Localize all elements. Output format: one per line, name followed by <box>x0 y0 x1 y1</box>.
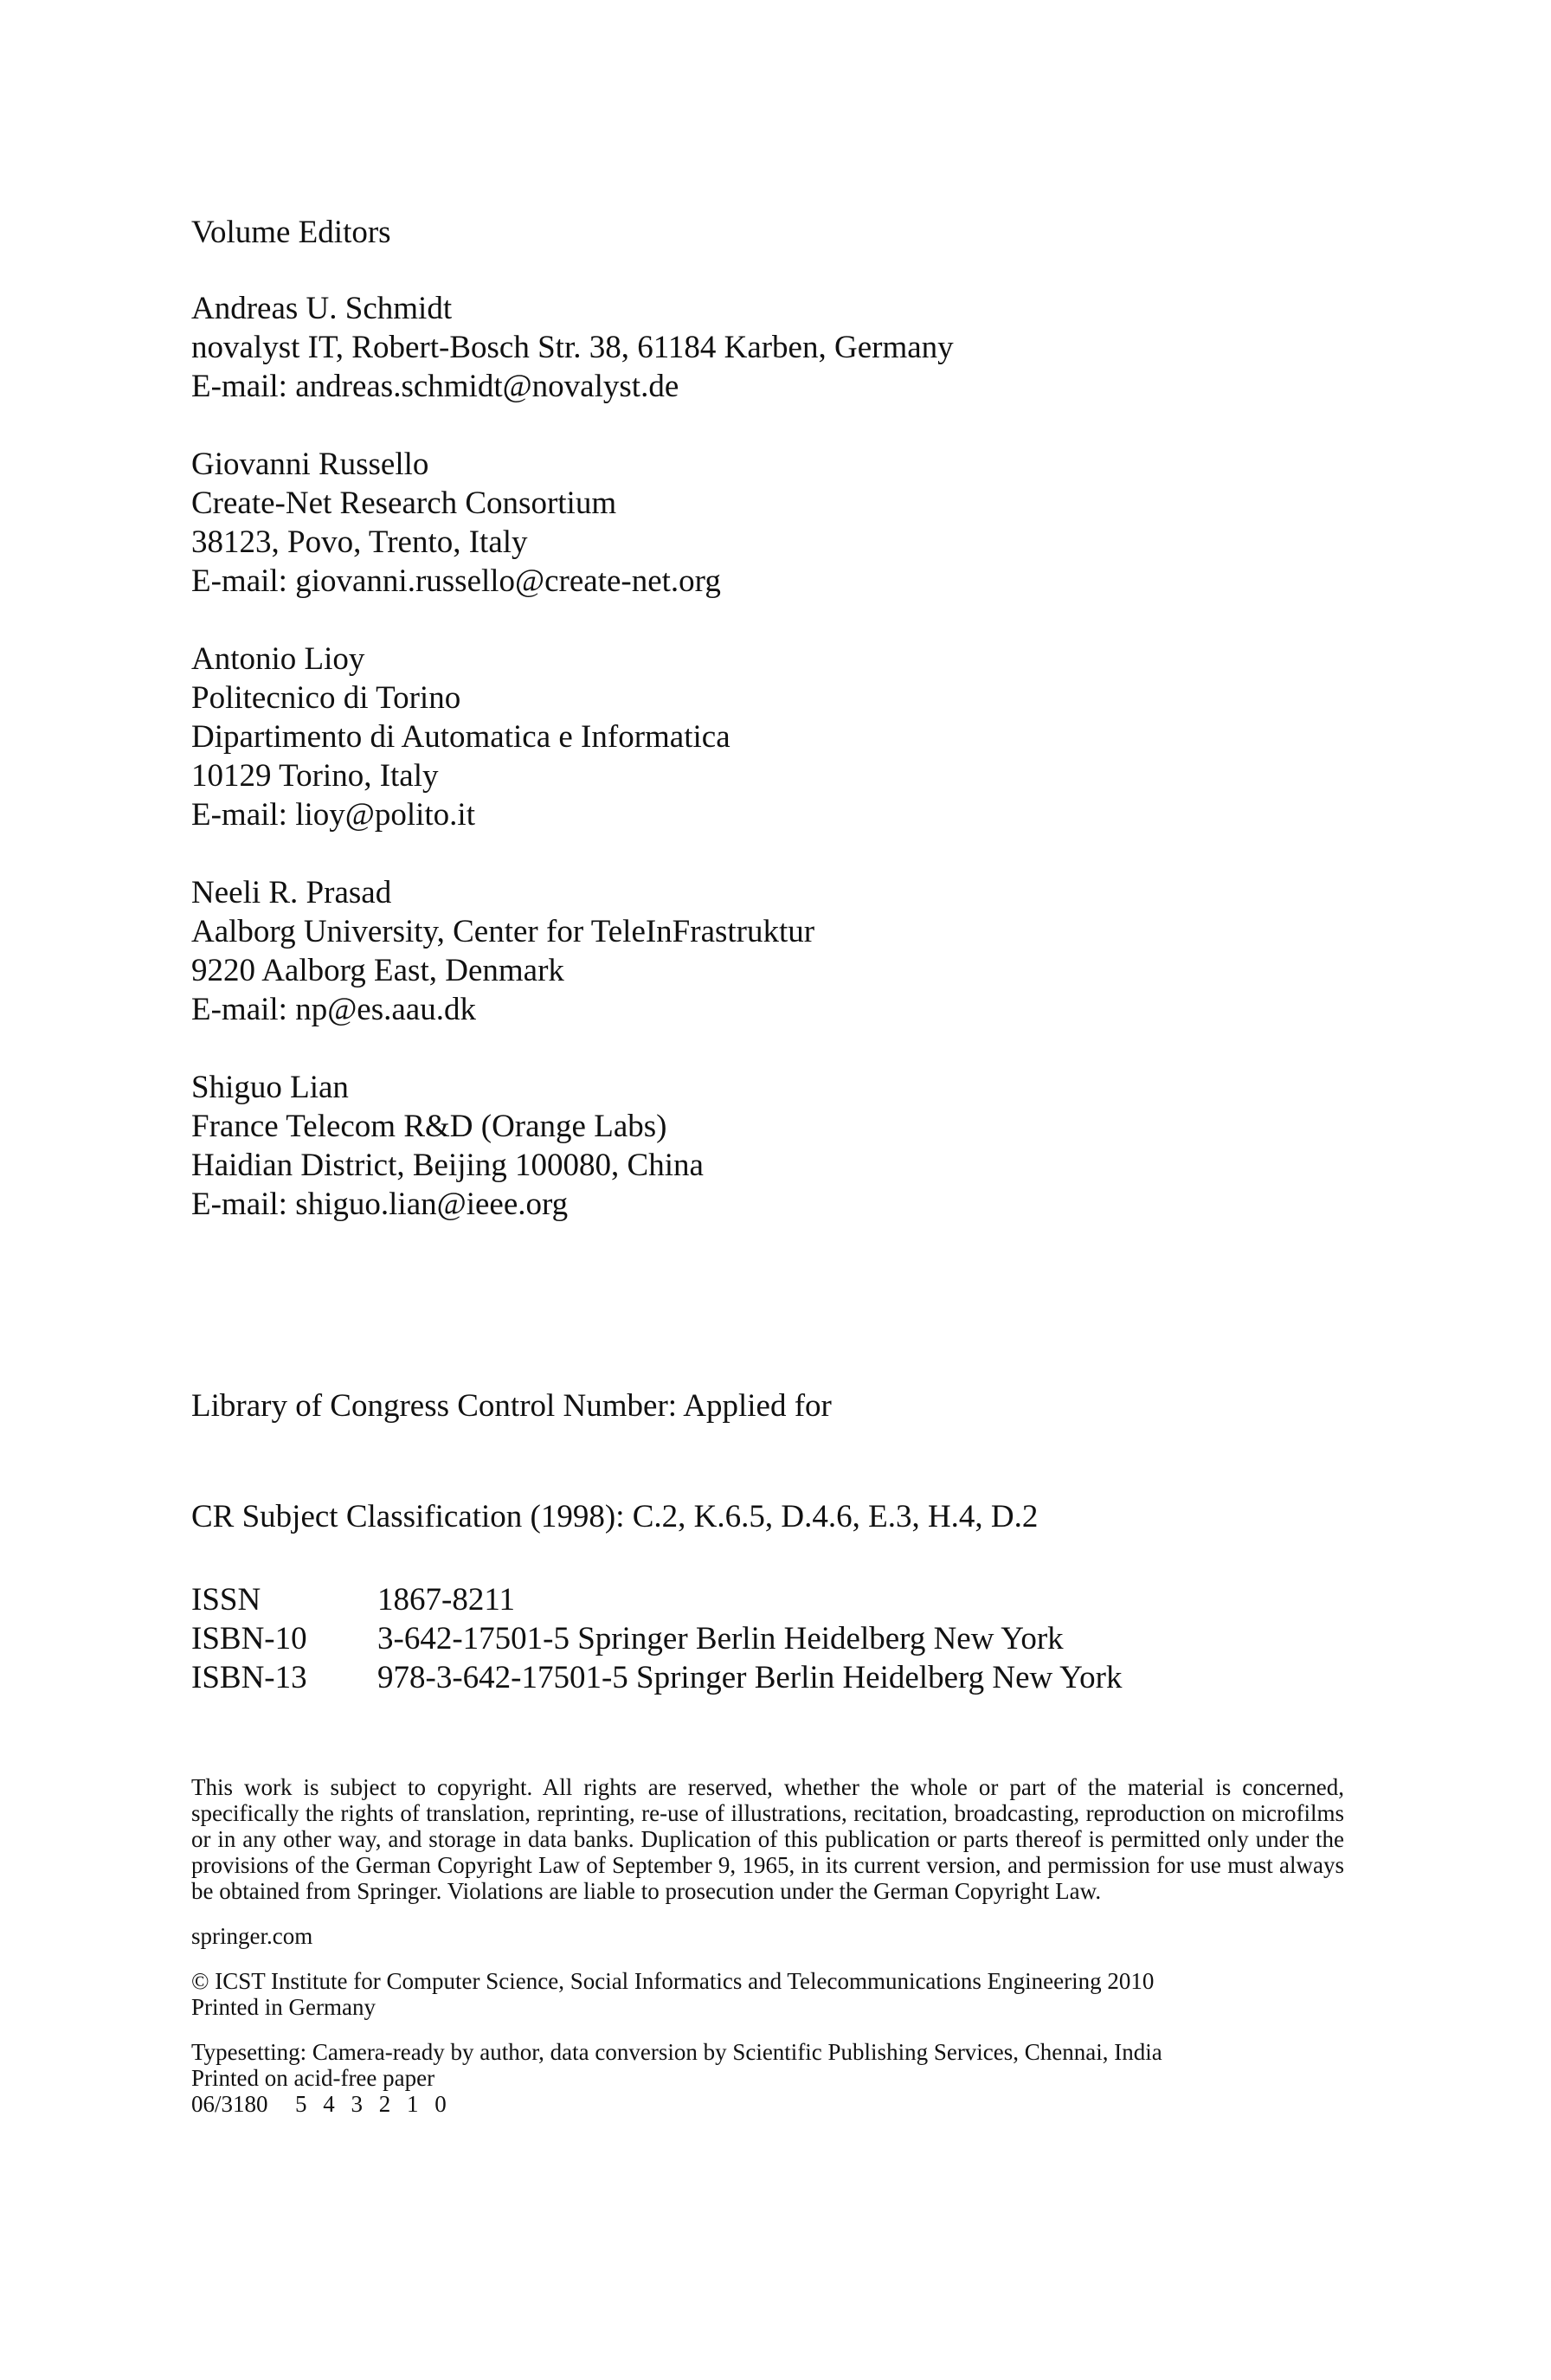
identifier-label: ISBN-13 <box>191 1660 307 1695</box>
editor-entry <box>191 1068 954 1224</box>
editor-email: E-mail: shiguo.lian@ieee.org <box>191 1187 569 1222</box>
editor-affiliation: Create-Net Research Consortium <box>191 486 617 521</box>
editor-name: Antonio Lioy <box>191 641 365 677</box>
editor-name: Neeli R. Prasad <box>191 875 392 910</box>
editor-email: E-mail: giovanni.russello@create-net.org <box>191 563 721 599</box>
print-code-row <box>191 2091 1344 2117</box>
editor-name: Andreas U. Schmidt <box>191 291 453 326</box>
editor-address: 38123, Povo, Trento, Italy <box>191 524 528 560</box>
editor-entry <box>191 873 954 1029</box>
editor-entry <box>191 640 954 834</box>
editor-email: E-mail: andreas.schmidt@novalyst.de <box>191 369 679 404</box>
lccn-line: Library of Congress Control Number: Applied for <box>191 1388 832 1424</box>
volume-editors-heading: Volume Editors <box>191 215 391 250</box>
editor-address: 10129 Torino, Italy <box>191 758 439 794</box>
editor-name: Shiguo Lian <box>191 1070 349 1105</box>
identifier-label: ISSN <box>191 1582 261 1618</box>
editor-address: 9220 Aalborg East, Denmark <box>191 953 564 988</box>
typesetting-line: Typesetting: Camera-ready by author, data conversion by Scientific Publishing Services, Chennai, India <box>191 2039 1162 2065</box>
editor-address: novalyst IT, Robert-Bosch Str. 38, 61184 Karben, Germany <box>191 330 954 365</box>
editor-email: E-mail: np@es.aau.dk <box>191 992 476 1027</box>
editors-list <box>191 289 954 1263</box>
editor-entry <box>191 289 954 406</box>
editor-address: Haidian District, Beijing 100080, China <box>191 1148 704 1183</box>
publisher-website: springer.com <box>191 1923 313 1949</box>
editor-entry <box>191 445 954 601</box>
identifier-value: 3-642-17501-5 Springer Berlin Heidelberg New York <box>377 1621 1064 1656</box>
printed-in-line: Printed in Germany <box>191 1994 376 2020</box>
editor-email: E-mail: lioy@polito.it <box>191 797 475 833</box>
identifiers-table <box>191 1580 1122 1697</box>
cr-classification-line: CR Subject Classification (1998): C.2, K.6.5, D.4.6, E.3, H.4, D.2 <box>191 1499 1039 1534</box>
paper-line: Printed on acid-free paper <box>191 2065 435 2091</box>
identifier-value: 1867-8211 <box>377 1582 515 1618</box>
issn-row <box>191 1580 1122 1619</box>
copyright-notice: This work is subject to copyright. All rights are reserved, whether the whole or part of the material is concerned, specifically the rights of translation, reprinting, re-use of illustrations, recitation, broadcasting, reproduction on microfilms or in any other way, and storage in data banks. Duplication of this publication or parts thereof is permitted only under the provisions of the German Copyright Law of September 9, 1965, in its current version, and permission for use must always be obtained from Springer. Violations are liable to prosecution under the German Copyright Law. <box>191 1774 1344 1904</box>
editor-affiliation: Politecnico di Torino <box>191 680 461 716</box>
identifier-value: 978-3-642-17501-5 Springer Berlin Heidelberg New York <box>377 1660 1123 1695</box>
print-run: 5 4 3 2 1 0 <box>295 2091 452 2117</box>
print-code: 06/3180 <box>191 2091 268 2117</box>
editor-affiliation: France Telecom R&D (Orange Labs) <box>191 1109 667 1144</box>
editor-department: Dipartimento di Automatica e Informatica <box>191 719 730 755</box>
isbn10-row <box>191 1619 1122 1658</box>
copyright-line: © ICST Institute for Computer Science, Social Informatics and Telecommunications Engineering 2010 <box>191 1968 1155 1994</box>
editor-affiliation: Aalborg University, Center for TeleInFrastruktur <box>191 914 815 949</box>
isbn13-row <box>191 1658 1122 1697</box>
identifier-label: ISBN-10 <box>191 1621 307 1656</box>
editor-name: Giovanni Russello <box>191 447 429 482</box>
legal-section <box>191 1774 1344 2117</box>
